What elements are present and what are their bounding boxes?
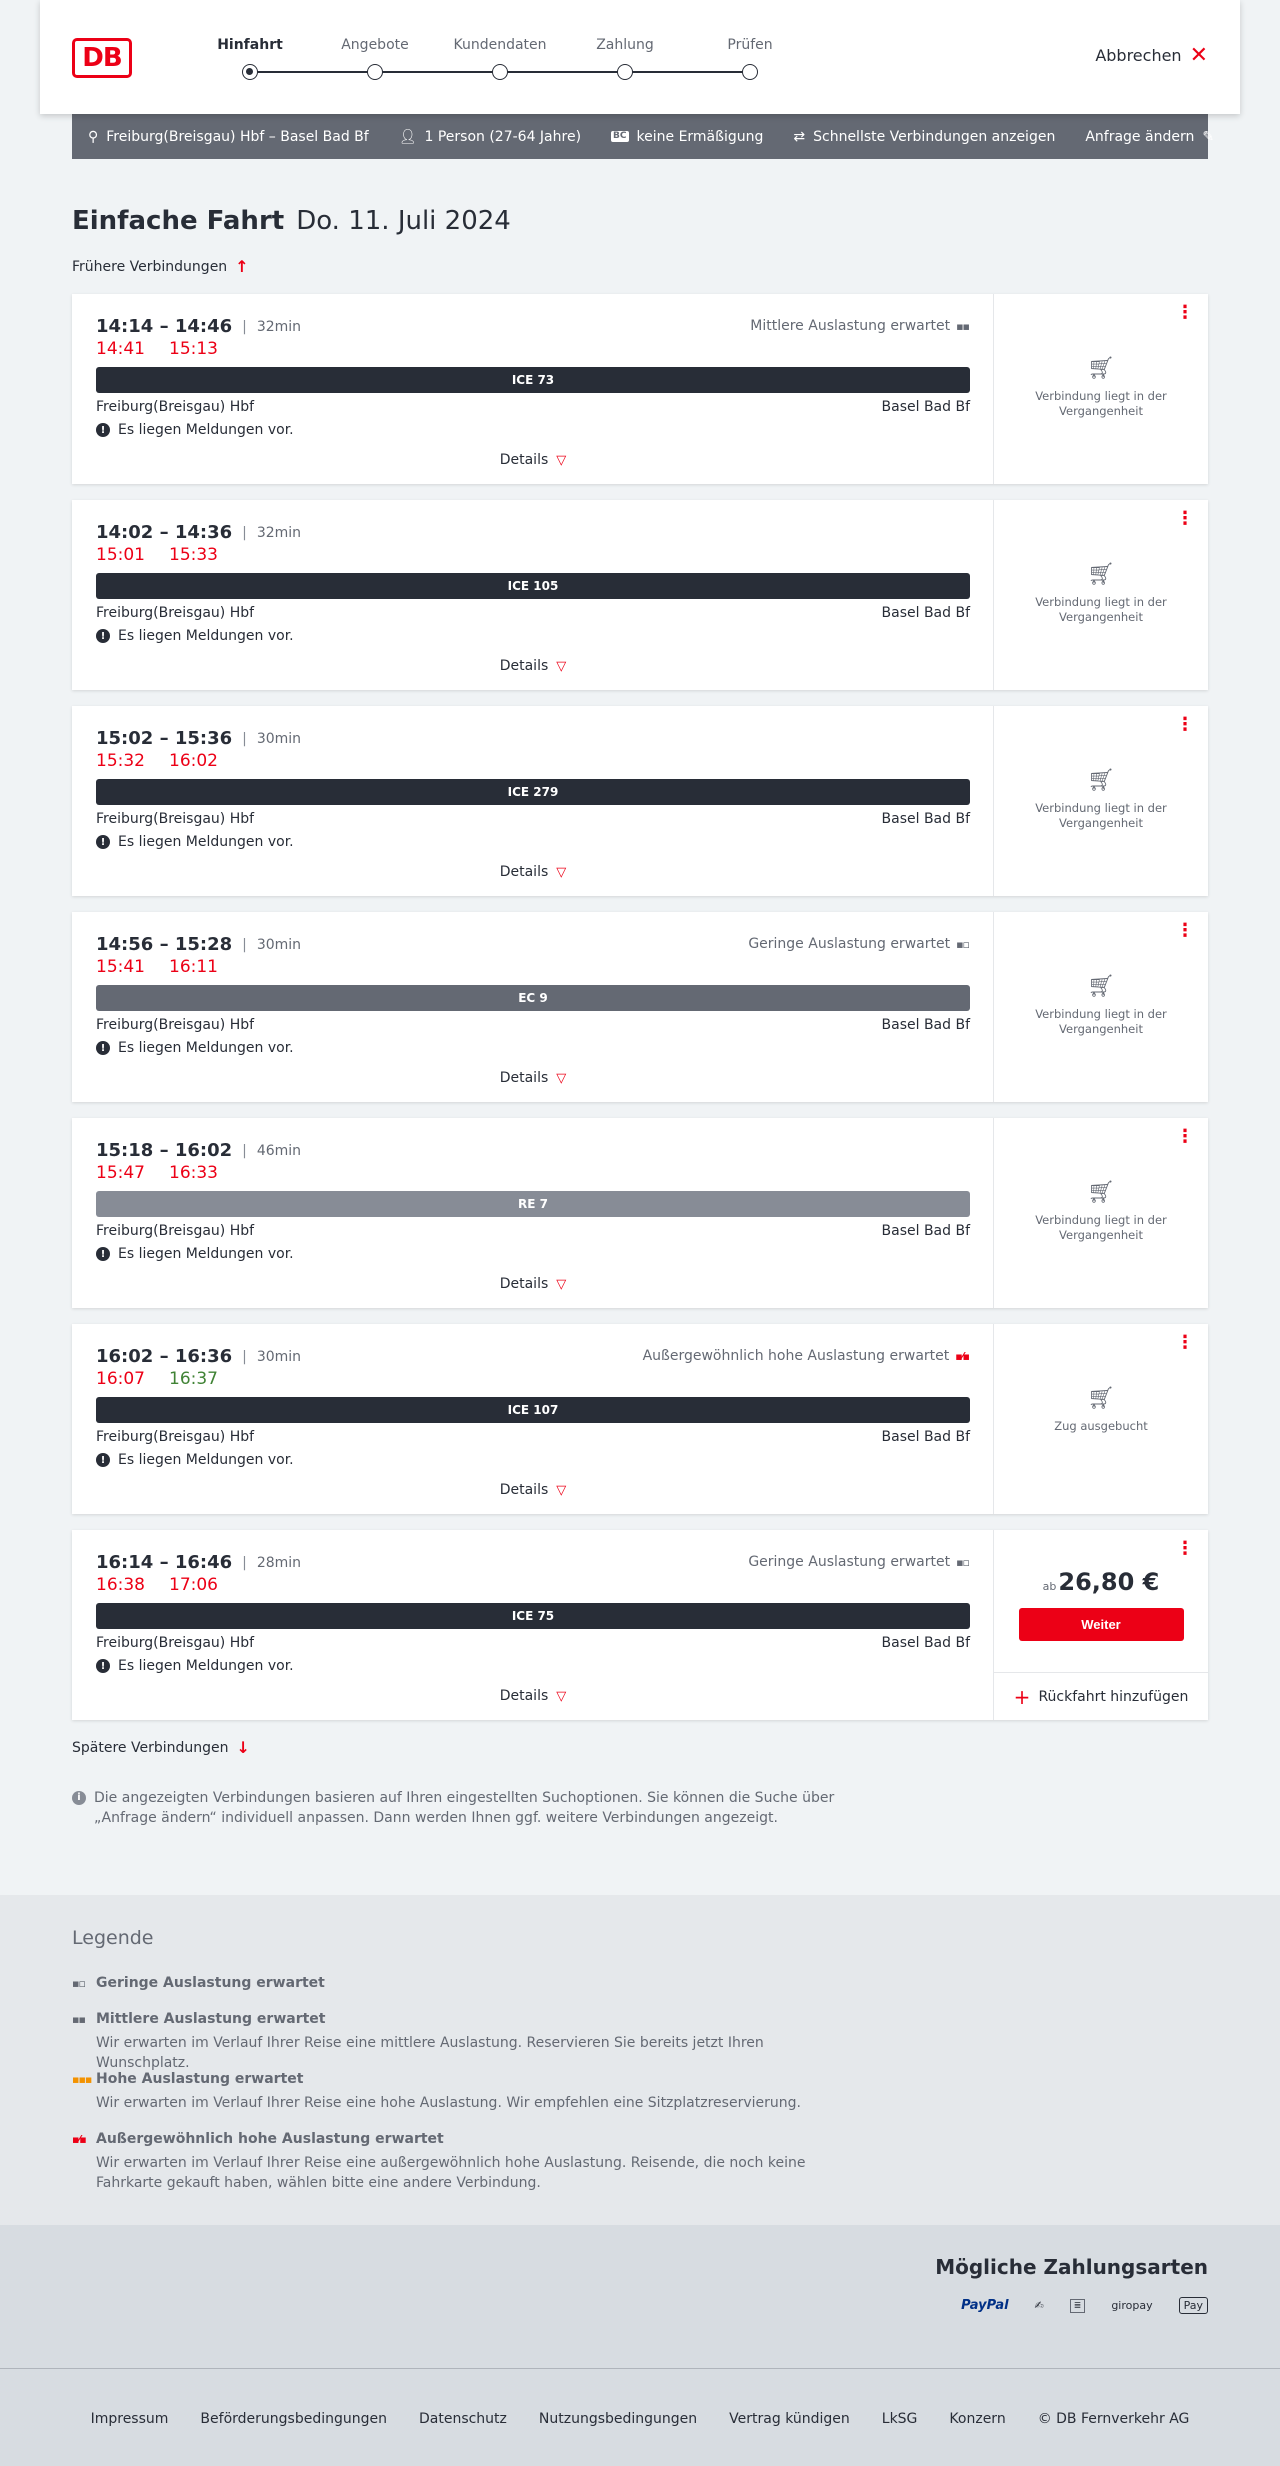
passenger-text: 1 Person (27-64 Jahre) bbox=[424, 128, 582, 145]
footer-link-konzern[interactable]: Konzern bbox=[949, 2411, 1006, 2427]
occupancy-info bbox=[643, 1348, 969, 1364]
details-label: Details bbox=[499, 864, 549, 880]
chevron-down-icon: ▽ bbox=[556, 864, 567, 880]
time-range: 16:02 – 16:36 bbox=[96, 1346, 233, 1367]
route-summary bbox=[88, 129, 369, 145]
more-options-icon[interactable]: ⋮ bbox=[1176, 302, 1194, 323]
low-occupancy-icon: ▪▫ bbox=[72, 1976, 85, 1990]
details-toggle[interactable] bbox=[72, 1688, 994, 1704]
low-occupancy-icon: ▪▫ bbox=[956, 1555, 969, 1569]
high-occupancy-icon: ▪▪▪ bbox=[72, 2072, 92, 2086]
duration: 30min bbox=[256, 1348, 302, 1365]
payment-icons bbox=[961, 2297, 1208, 2314]
destination-station: Basel Bad Bf bbox=[881, 399, 970, 415]
origin-station: Freiburg(Breisgau) Hbf bbox=[96, 811, 255, 827]
offer-panel bbox=[994, 1118, 1208, 1308]
search-info-note bbox=[72, 1788, 852, 1828]
offer-panel bbox=[994, 1530, 1208, 1720]
realtime-times bbox=[96, 1163, 969, 1183]
cart-disabled-icon: 🛒︎ bbox=[1087, 1386, 1115, 1411]
step-hinfahrt bbox=[180, 34, 320, 80]
time-range: 15:18 – 16:02 bbox=[96, 1140, 233, 1161]
earlier-label: Frühere Verbindungen bbox=[72, 258, 228, 275]
footer-links bbox=[0, 2411, 1280, 2427]
legend-item-title: Mittlere Auslastung erwartet bbox=[96, 2011, 326, 2027]
swap-icon: ⇄ bbox=[793, 128, 806, 145]
planned-times bbox=[96, 1140, 969, 1161]
legend bbox=[0, 1895, 1280, 2225]
legend-item-low bbox=[72, 1975, 852, 1991]
more-options-icon[interactable]: ⋮ bbox=[1176, 1538, 1194, 1559]
progress-steps bbox=[180, 34, 820, 94]
realtime-arrival: 15:13 bbox=[169, 339, 218, 359]
origin-station: Freiburg(Breisgau) Hbf bbox=[96, 399, 255, 415]
destination-station: Basel Bad Bf bbox=[881, 1017, 970, 1033]
time-range: 15:02 – 15:36 bbox=[96, 728, 233, 749]
medium-occupancy-icon: ▪▪ bbox=[956, 319, 969, 333]
realtime-arrival: 17:06 bbox=[169, 1575, 218, 1595]
passenger-summary bbox=[399, 129, 581, 145]
more-options-icon[interactable]: ⋮ bbox=[1176, 1332, 1194, 1353]
destination-station: Basel Bad Bf bbox=[881, 811, 970, 827]
legend-item-title: Hohe Auslastung erwartet bbox=[96, 2071, 304, 2087]
alert-icon: ! bbox=[96, 1453, 110, 1467]
destination-station: Basel Bad Bf bbox=[881, 1429, 970, 1445]
person-icon: 👤︎ bbox=[398, 128, 417, 145]
occupancy-info bbox=[748, 936, 969, 952]
details-label: Details bbox=[499, 1688, 549, 1704]
chevron-down-icon: ▽ bbox=[556, 1482, 567, 1498]
connection-card bbox=[72, 1324, 1208, 1514]
continue-button[interactable]: Weiter bbox=[1019, 1608, 1184, 1641]
offer-panel bbox=[994, 706, 1208, 896]
details-label: Details bbox=[499, 658, 549, 674]
header bbox=[40, 0, 1240, 114]
realtime-arrival: 15:33 bbox=[169, 545, 218, 565]
footer-link-nutzungsbedingungen[interactable]: Nutzungsbedingungen bbox=[538, 2411, 698, 2427]
separator: | bbox=[242, 318, 247, 335]
chevron-down-icon: ▽ bbox=[556, 1276, 567, 1292]
time-range: 14:02 – 14:36 bbox=[96, 522, 233, 543]
more-options-icon[interactable]: ⋮ bbox=[1176, 920, 1194, 941]
step-label: Hinfahrt bbox=[217, 37, 283, 53]
alert-icon: ! bbox=[96, 1041, 110, 1055]
realtime-times bbox=[96, 1369, 969, 1389]
availability-text: Zug ausgebucht bbox=[1054, 1419, 1148, 1433]
discount-text: keine Ermäßigung bbox=[636, 128, 764, 145]
train-segment[interactable]: ICE 73 bbox=[96, 367, 970, 393]
occupancy-text: Mittlere Auslastung erwartet bbox=[750, 318, 951, 334]
details-toggle[interactable] bbox=[72, 658, 994, 674]
details-label: Details bbox=[499, 1070, 549, 1086]
realtime-arrival: 16:33 bbox=[169, 1163, 218, 1183]
details-toggle[interactable] bbox=[72, 1276, 994, 1292]
connection-details bbox=[72, 1118, 994, 1308]
step-label: Zahlung bbox=[596, 37, 654, 53]
destination-station: Basel Bad Bf bbox=[881, 1223, 970, 1239]
planned-times bbox=[96, 522, 969, 543]
legend-item-desc: Wir erwarten im Verlauf Ihrer Reise eine mittlere Auslastung. Reservieren Sie bereits jetzt Ihren Wunschplatz. bbox=[96, 2035, 764, 2071]
search-summary-bar bbox=[72, 114, 1215, 159]
footer-link-datenschutz[interactable]: Datenschutz bbox=[418, 2411, 507, 2427]
chevron-down-icon: ▽ bbox=[556, 1688, 567, 1704]
giropay-icon: giropay bbox=[1111, 2299, 1153, 2312]
availability-text: Verbindung liegt in der Vergangenheit bbox=[1035, 1213, 1167, 1242]
legend-item-medium bbox=[72, 2011, 852, 2073]
service-message bbox=[96, 628, 969, 644]
details-toggle[interactable] bbox=[72, 1482, 994, 1498]
realtime-arrival: 16:11 bbox=[169, 957, 218, 977]
step-angebote bbox=[305, 34, 445, 80]
step-dot bbox=[242, 64, 258, 80]
cart-disabled-icon: 🛒︎ bbox=[1087, 974, 1115, 999]
legend-item-extreme bbox=[72, 2131, 852, 2193]
fastest-text: Schnellste Verbindungen anzeigen bbox=[813, 128, 1056, 145]
availability-text: Verbindung liegt in der Vergangenheit bbox=[1035, 389, 1167, 418]
add-return-label: Rückfahrt hinzufügen bbox=[1038, 1688, 1189, 1705]
legend-item-title: Außergewöhnlich hohe Auslastung erwartet bbox=[96, 2131, 444, 2147]
later-label: Spätere Verbindungen bbox=[72, 1739, 229, 1756]
realtime-times bbox=[96, 545, 969, 565]
step-pruefen bbox=[680, 34, 820, 80]
pencil-icon: ✎ bbox=[1202, 128, 1215, 145]
realtime-departure: 15:41 bbox=[96, 957, 145, 977]
origin-station: Freiburg(Breisgau) Hbf bbox=[96, 1223, 255, 1239]
realtime-departure: 16:07 bbox=[96, 1369, 145, 1389]
alert-icon: ! bbox=[96, 835, 110, 849]
occupancy-text: Geringe Auslastung erwartet bbox=[748, 936, 951, 952]
destination-station: Basel Bad Bf bbox=[881, 605, 970, 621]
service-message bbox=[96, 1246, 969, 1262]
page-title bbox=[72, 206, 511, 236]
more-options-icon[interactable]: ⋮ bbox=[1176, 508, 1194, 529]
realtime-arrival: 16:37 bbox=[169, 1369, 218, 1389]
realtime-departure: 16:38 bbox=[96, 1575, 145, 1595]
footer-link-impressum[interactable]: Impressum bbox=[90, 2411, 169, 2427]
stations bbox=[96, 605, 970, 621]
connection-card bbox=[72, 294, 1208, 484]
arrow-down-icon: ↓ bbox=[236, 1738, 250, 1757]
connection-details bbox=[72, 1324, 994, 1514]
message-text: Es liegen Meldungen vor. bbox=[118, 628, 294, 644]
discount-summary bbox=[611, 129, 763, 145]
more-options-icon[interactable]: ⋮ bbox=[1176, 1126, 1194, 1147]
add-return-trip-button[interactable] bbox=[994, 1672, 1208, 1720]
time-range: 14:14 – 14:46 bbox=[96, 316, 233, 337]
connection-card bbox=[72, 1530, 1208, 1720]
offer-panel bbox=[994, 1324, 1208, 1514]
connection-card bbox=[72, 1118, 1208, 1308]
service-message bbox=[96, 834, 969, 850]
realtime-times bbox=[96, 751, 969, 771]
cart-disabled-icon: 🛒︎ bbox=[1087, 1180, 1115, 1205]
details-label: Details bbox=[499, 1482, 549, 1498]
chevron-down-icon: ▽ bbox=[556, 452, 567, 468]
availability-text: Verbindung liegt in der Vergangenheit bbox=[1035, 1007, 1167, 1036]
train-segment[interactable]: RE 7 bbox=[96, 1191, 970, 1217]
alert-icon: ! bbox=[96, 629, 110, 643]
alert-icon: ! bbox=[96, 1659, 110, 1673]
footer-link-vertrag-kuendigen[interactable]: Vertrag kündigen bbox=[729, 2411, 850, 2427]
fastest-summary bbox=[793, 129, 1055, 145]
train-segment[interactable]: ICE 105 bbox=[96, 573, 970, 599]
realtime-departure: 15:47 bbox=[96, 1163, 145, 1183]
step-label: Kundendaten bbox=[453, 37, 547, 53]
planned-times bbox=[96, 728, 969, 749]
separator: | bbox=[242, 524, 247, 541]
service-message bbox=[96, 1040, 969, 1056]
payment-methods bbox=[0, 2225, 1280, 2368]
stations bbox=[96, 1429, 970, 1445]
duration: 28min bbox=[256, 1554, 302, 1571]
duration: 32min bbox=[256, 524, 302, 541]
cart-disabled-icon: 🛒︎ bbox=[1087, 356, 1115, 381]
stations bbox=[96, 1635, 970, 1651]
offer-panel bbox=[994, 912, 1208, 1102]
stations bbox=[96, 811, 970, 827]
realtime-departure: 15:01 bbox=[96, 545, 145, 565]
more-options-icon[interactable]: ⋮ bbox=[1176, 714, 1194, 735]
db-logo[interactable]: DB bbox=[72, 38, 132, 78]
realtime-arrival: 16:02 bbox=[169, 751, 218, 771]
message-text: Es liegen Meldungen vor. bbox=[118, 834, 294, 850]
legend-item-title: Geringe Auslastung erwartet bbox=[96, 1975, 325, 1991]
service-message bbox=[96, 1452, 969, 1468]
service-message bbox=[96, 1658, 969, 1674]
later-connections-link[interactable] bbox=[72, 1738, 250, 1757]
apple-pay-label: Pay bbox=[1183, 2299, 1203, 2312]
connection-details bbox=[72, 706, 994, 896]
alert-icon: ! bbox=[96, 423, 110, 437]
duration: 30min bbox=[256, 936, 302, 953]
chevron-down-icon: ▽ bbox=[556, 658, 567, 674]
message-text: Es liegen Meldungen vor. bbox=[118, 1040, 294, 1056]
separator: | bbox=[242, 1142, 247, 1159]
stations bbox=[96, 1017, 970, 1033]
stations bbox=[96, 399, 970, 415]
low-occupancy-icon: ▪▫ bbox=[956, 937, 969, 951]
details-toggle[interactable] bbox=[72, 1070, 994, 1086]
message-text: Es liegen Meldungen vor. bbox=[118, 422, 294, 438]
extreme-occupancy-icon: ▪⁄▪ bbox=[955, 1349, 969, 1363]
origin-station: Freiburg(Breisgau) Hbf bbox=[96, 1635, 255, 1651]
legend-item-desc: Wir erwarten im Verlauf Ihrer Reise eine außergewöhnlich hohe Auslastung. Reisende, die noch keine Fahrkarte gekauft haben, wählen bitte eine andere Verbindung. bbox=[96, 2155, 806, 2191]
details-label: Details bbox=[499, 452, 549, 468]
duration: 46min bbox=[256, 1142, 302, 1159]
step-kundendaten bbox=[430, 34, 570, 80]
separator: | bbox=[242, 1554, 247, 1571]
paypal-icon: PayPal bbox=[961, 2298, 1009, 2313]
separator: | bbox=[242, 936, 247, 953]
route-text: Freiburg(Breisgau) Hbf – Basel Bad Bf bbox=[106, 128, 369, 145]
train-segment[interactable]: ICE 279 bbox=[96, 779, 970, 805]
legend-title: Legende bbox=[72, 1927, 154, 1949]
bahncard-icon: BC bbox=[613, 131, 627, 141]
chevron-down-icon: ▽ bbox=[556, 1070, 567, 1086]
realtime-departure: 14:41 bbox=[96, 339, 145, 359]
step-zahlung bbox=[555, 34, 695, 80]
change-request-label: Anfrage ändern bbox=[1085, 128, 1195, 145]
duration: 30min bbox=[256, 730, 302, 747]
cancel-label: Abbrechen bbox=[1095, 46, 1182, 65]
step-dot bbox=[492, 64, 508, 80]
alert-icon: ! bbox=[96, 1247, 110, 1261]
arrow-up-icon: ↑ bbox=[235, 257, 249, 276]
realtime-times bbox=[96, 1575, 969, 1595]
connection-card bbox=[72, 500, 1208, 690]
extreme-occupancy-icon: ▪⁄▪ bbox=[72, 2132, 86, 2146]
location-pin-icon: ⚲ bbox=[88, 128, 99, 145]
train-segment[interactable]: ICE 107 bbox=[96, 1397, 970, 1423]
occupancy-info bbox=[750, 318, 969, 334]
payment-title: Mögliche Zahlungsarten bbox=[935, 2255, 1208, 2279]
footer bbox=[0, 2368, 1280, 2466]
price-prefix: ab bbox=[1042, 1580, 1057, 1593]
earlier-connections-link[interactable] bbox=[72, 257, 249, 276]
footer-link-befoerderungsbedingungen[interactable]: Beförderungsbedingungen bbox=[200, 2411, 387, 2427]
step-dot bbox=[617, 64, 633, 80]
connection-details bbox=[72, 912, 994, 1102]
connection-card bbox=[72, 706, 1208, 896]
info-text: Die angezeigten Verbindungen basieren auf Ihren eingestellten Suchoptionen. Sie können die Suche über „Anfrage ändern“ individuell anpassen. Dann werden Ihnen ggf. weitere Verbindungen angezeigt. bbox=[94, 1790, 835, 1826]
destination-station: Basel Bad Bf bbox=[881, 1635, 970, 1651]
plus-icon: + bbox=[1013, 1684, 1031, 1709]
step-label: Prüfen bbox=[727, 37, 773, 53]
origin-station: Freiburg(Breisgau) Hbf bbox=[96, 1429, 255, 1445]
separator: | bbox=[242, 730, 247, 747]
connection-details bbox=[72, 1530, 994, 1720]
footer-copyright: © DB Fernverkehr AG bbox=[1037, 2411, 1190, 2427]
offer-panel bbox=[994, 500, 1208, 690]
service-message bbox=[96, 422, 969, 438]
details-toggle[interactable] bbox=[72, 864, 994, 880]
message-text: Es liegen Meldungen vor. bbox=[118, 1246, 294, 1262]
cart-disabled-icon: 🛒︎ bbox=[1087, 562, 1115, 587]
trip-date: Do. 11. Juli 2024 bbox=[296, 206, 511, 236]
sepa-icon: ≣ bbox=[1070, 2299, 1086, 2313]
close-icon: ✕ bbox=[1189, 42, 1208, 68]
occupancy-text: Geringe Auslastung erwartet bbox=[748, 1554, 951, 1570]
realtime-times bbox=[96, 957, 969, 977]
availability-text: Verbindung liegt in der Vergangenheit bbox=[1035, 595, 1167, 624]
realtime-times bbox=[96, 339, 969, 359]
medium-occupancy-icon: ▪▪ bbox=[72, 2012, 85, 2026]
realtime-departure: 15:32 bbox=[96, 751, 145, 771]
occupancy-info bbox=[748, 1554, 969, 1570]
separator: | bbox=[242, 1348, 247, 1365]
connection-list bbox=[72, 294, 1208, 1736]
origin-station: Freiburg(Breisgau) Hbf bbox=[96, 605, 255, 621]
duration: 32min bbox=[256, 318, 302, 335]
footer-link-lksg[interactable]: LkSG bbox=[881, 2411, 918, 2427]
details-label: Details bbox=[499, 1276, 549, 1292]
time-range: 16:14 – 16:46 bbox=[96, 1552, 233, 1573]
price bbox=[994, 1568, 1208, 1596]
time-range: 14:56 – 15:28 bbox=[96, 934, 233, 955]
price-value: 26,80 € bbox=[1058, 1568, 1160, 1596]
message-text: Es liegen Meldungen vor. bbox=[118, 1658, 294, 1674]
legend-item-high bbox=[72, 2071, 852, 2113]
availability-text: Verbindung liegt in der Vergangenheit bbox=[1035, 801, 1167, 830]
train-segment[interactable]: ICE 75 bbox=[96, 1603, 970, 1629]
connection-details bbox=[72, 294, 994, 484]
details-toggle[interactable] bbox=[72, 452, 994, 468]
stations bbox=[96, 1223, 970, 1239]
message-text: Es liegen Meldungen vor. bbox=[118, 1452, 294, 1468]
origin-station: Freiburg(Breisgau) Hbf bbox=[96, 1017, 255, 1033]
occupancy-text: Außergewöhnlich hohe Auslastung erwartet bbox=[642, 1348, 950, 1364]
train-segment[interactable]: EC 9 bbox=[96, 985, 970, 1011]
offer-panel bbox=[994, 294, 1208, 484]
change-request-button[interactable] bbox=[1085, 129, 1214, 145]
connection-card bbox=[72, 912, 1208, 1102]
step-dot bbox=[742, 64, 758, 80]
step-dot bbox=[367, 64, 383, 80]
legend-item-desc: Wir erwarten im Verlauf Ihrer Reise eine hohe Auslastung. Wir empfehlen eine Sitzplatzreservierung. bbox=[96, 2095, 801, 2111]
credit-card-icon: ✍ bbox=[1034, 2299, 1044, 2312]
trip-type-heading: Einfache Fahrt bbox=[72, 206, 285, 236]
cancel-button[interactable] bbox=[1095, 42, 1208, 68]
step-label: Angebote bbox=[341, 37, 409, 53]
apple-pay-icon bbox=[1179, 2297, 1208, 2314]
cart-disabled-icon: 🛒︎ bbox=[1087, 768, 1115, 793]
connection-details bbox=[72, 500, 994, 690]
info-icon: i bbox=[72, 1791, 86, 1805]
